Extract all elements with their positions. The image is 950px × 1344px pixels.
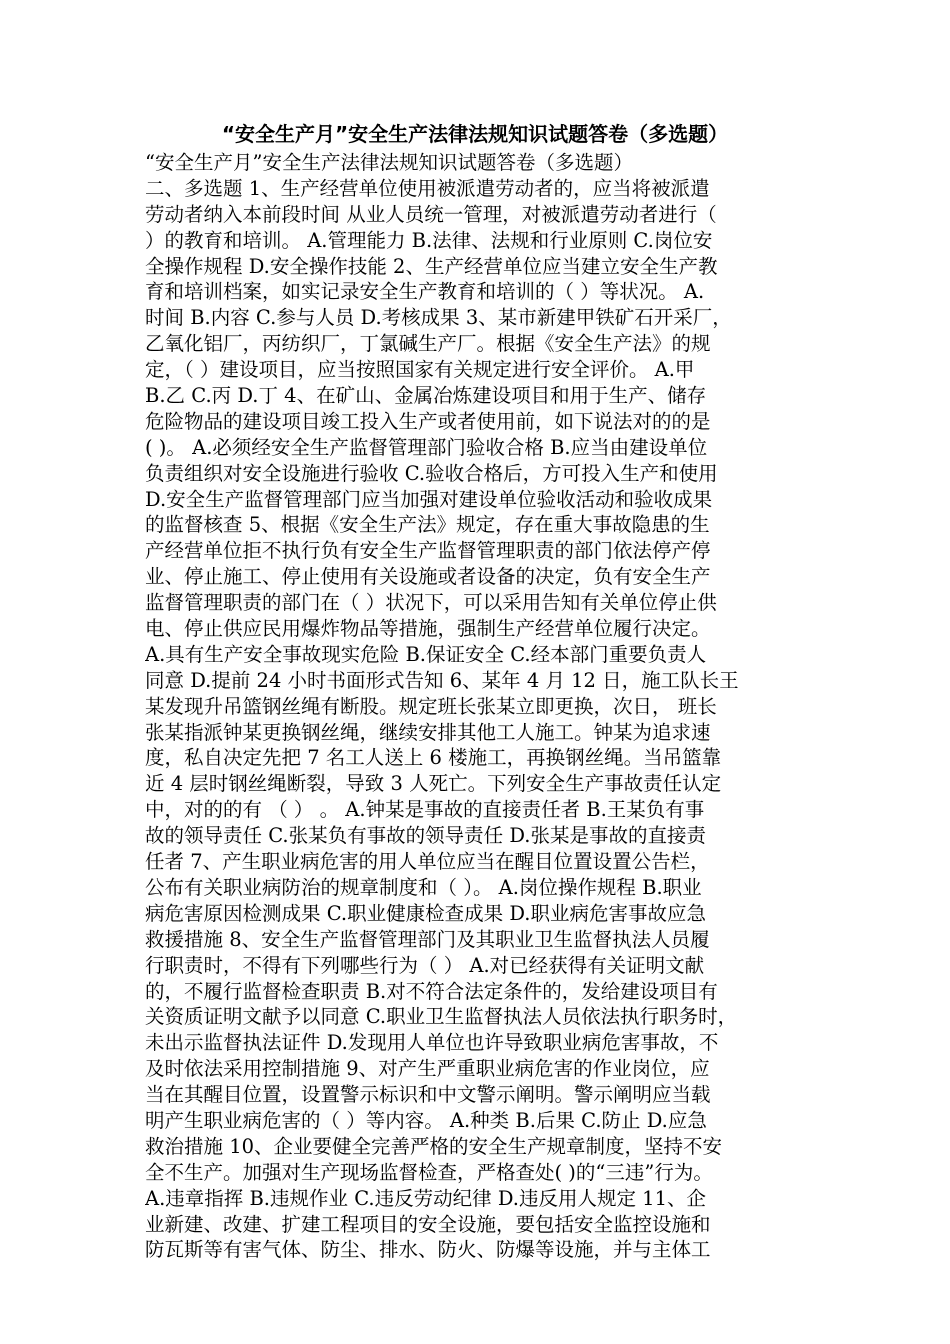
text-line: 中，对的的有 （ ） 。 A.钟某是事故的直接责任者 B.王某负有事: [145, 798, 705, 822]
text-line: “安全生产月”安全生产法律法规知识试题答卷（多选题）: [145, 151, 633, 174]
document-title: “安全生产月”安全生产法律法规知识试题答卷（多选题）: [221, 122, 729, 146]
text-line: 某发现升吊篮钢丝绳有断股。规定班长张某立即更换，次日， 班长: [145, 694, 717, 718]
text-line: 产经营单位拒不执行负有安全生产监督管理职责的部门依法停产停: [145, 539, 711, 563]
text-line: 监督管理职责的部门在（ ）状况下，可以采用告知有关单位停止供: [145, 591, 717, 615]
text-line: A.违章指挥 B.违规作业 C.违反劳动纪律 D.违反用人规定 11、企: [145, 1186, 706, 1210]
text-line: 关资质证明文献予以同意 C.职业卫生监督执法人员依法执行职务时，: [145, 1005, 738, 1029]
text-line: 张某指派钟某更换钢丝绳，继续安排其他工人施工。钟某为追求速: [145, 720, 711, 744]
text-line: ）的教育和培训。 A.管理能力 B.法律、法规和行业原则 C.岗位安: [145, 228, 713, 252]
text-line: 全操作规程 D.安全操作技能 2、生产经营单位应当建立安全生产教: [145, 254, 718, 278]
text-line: 二、多选题 1、生产经营单位使用被派遣劳动者的，应当将被派遣: [145, 176, 710, 200]
text-line: 时间 B.内容 C.参与人员 D.考核成果 3、某市新建甲铁矿石开采厂，: [145, 306, 732, 330]
text-line: 度，私自决定先把 7 名工人送上 6 楼施工，再换钢丝绳。当吊篮靠: [145, 746, 722, 770]
text-line: 育和培训档案，如实记录安全生产教育和培训的（ ）等状况。 A.: [145, 280, 705, 304]
document-body: [145, 150, 810, 1263]
text-line: D.安全生产监督管理部门应当加强对建设单位验收活动和验收成果: [145, 487, 713, 511]
text-line: 故的领导责任 C.张某负有事故的领导责任 D.张某是事故的直接责: [145, 824, 706, 848]
text-line: 电、停止供应民用爆炸物品等措施，强制生产经营单位履行决定。: [145, 617, 711, 641]
text-line: 病危害原因检测成果 C.职业健康检查成果 D.职业病危害事故应急: [145, 901, 706, 925]
text-line: ( )。 A.必须经安全生产监督管理部门验收合格 B.应当由建设单位: [145, 435, 708, 459]
text-line: 危险物品的建设项目竣工投入生产或者使用前，如下说法对的的是: [145, 409, 711, 433]
text-line: 及时依法采用控制措施 9、对产生严重职业病危害的作业岗位，应: [145, 1057, 710, 1081]
text-line: 乙氧化铝厂，丙纺织厂，丁氯碱生产厂。根据《安全生产法》的规: [145, 332, 711, 356]
text-line: 同意 D.提前 24 小时书面形式告知 6、某年 4 月 12 日，施工队长王: [145, 668, 739, 692]
text-line: 劳动者纳入本前段时间 从业人员统一管理，对被派遣劳动者进行（: [145, 202, 717, 226]
text-line: 负责组织对安全设施进行验收 C.验收合格后，方可投入生产和使用: [145, 461, 718, 485]
text-line: 的，不履行监督检查职责 B.对不符合法定条件的，发给建设项目有: [145, 979, 718, 1003]
text-line: 定，（ ）建设项目，应当按照国家有关规定进行安全评价。 A.甲: [145, 358, 695, 382]
text-line: 近 4 层时钢丝绳断裂，导致 3 人死亡。下列安全生产事故责任认定: [145, 772, 722, 796]
text-line: 当在其醒目位置，设置警示标识和中文警示阐明。警示阐明应当载: [145, 1083, 711, 1107]
text-line: 公布有关职业病防治的规章制度和（ ）。 A.岗位操作规程 B.职业: [145, 875, 702, 899]
text-line: 救治措施 10、企业要健全完善严格的安全生产规章制度，坚持不安: [145, 1134, 723, 1158]
text-line: 未出示监督执法证件 D.发现用人单位也许导致职业病危害事故，不: [145, 1031, 719, 1055]
text-line: 明产生职业病危害的（ ）等内容。 A.种类 B.后果 C.防止 D.应急: [145, 1108, 707, 1132]
text-line: 业、停止施工、停止使用有关设施或者设备的决定，负有安全生产: [145, 565, 711, 589]
text-line: 业新建、改建、扩建工程项目的安全设施，要包括安全监控设施和: [145, 1212, 711, 1236]
text-line: 救援措施 8、安全生产监督管理部门及其职业卫生监督执法人员履: [145, 927, 710, 951]
text-line: 任者 7、产生职业病危害的用人单位应当在醒目位置设置公告栏，: [145, 850, 710, 874]
text-line: 行职责时，不得有下列哪些行为（ ） A.对已经获得有关证明文献: [145, 953, 705, 977]
text-line: 全不生产。加强对生产现场监督检查，严格查处( )的“三违”行为。: [145, 1160, 713, 1184]
text-line: B.乙 C.丙 D.丁 4、在矿山、金属冶炼建设项目和用于生产、储存: [145, 384, 707, 408]
text-line: A.具有生产安全事故现实危险 B.保证安全 C.经本部门重要负责人: [145, 642, 707, 666]
text-line: 防瓦斯等有害气体、防尘、排水、防火、防爆等设施，并与主体工: [145, 1238, 711, 1262]
text-line: 的监督核查 5、根据《安全生产法》规定，存在重大事故隐患的生: [145, 513, 710, 537]
